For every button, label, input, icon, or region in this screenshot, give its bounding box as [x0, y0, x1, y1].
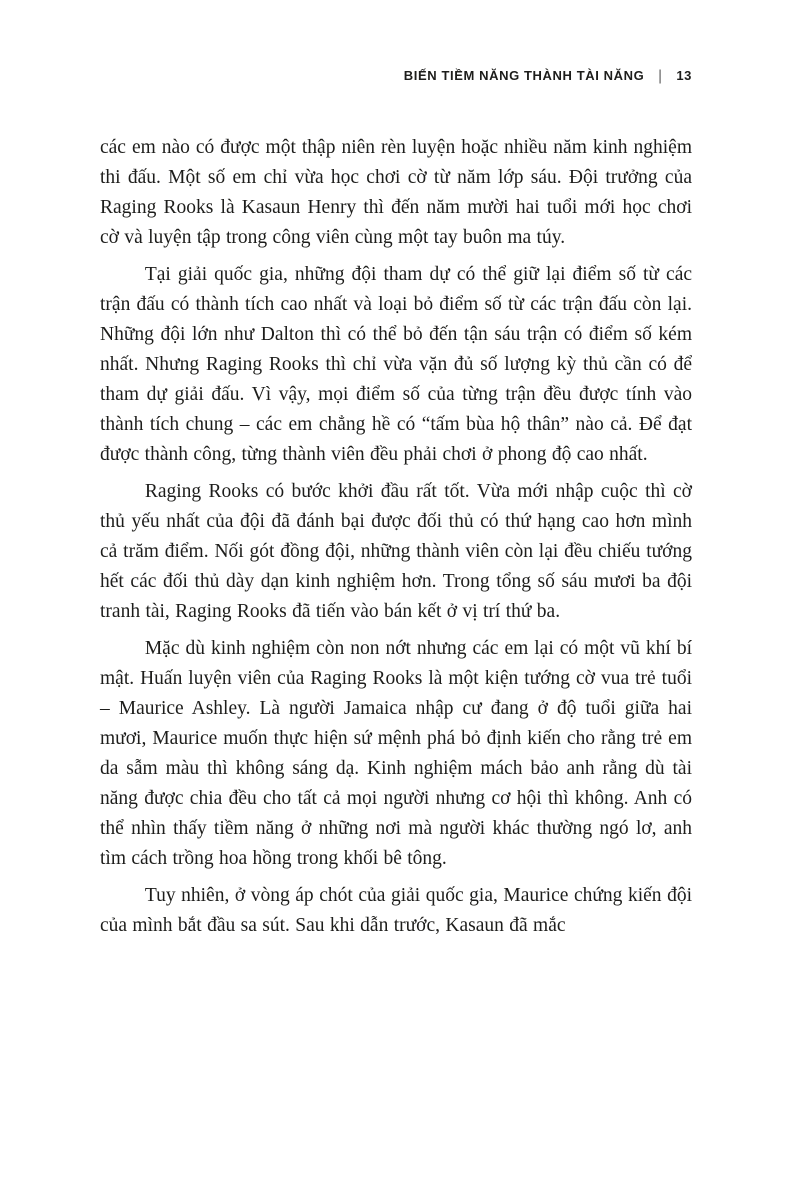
running-header [100, 68, 692, 83]
page-content [100, 133, 692, 941]
paragraph: Mặc dù kinh nghiệm còn non nớt nhưng các em lại có một vũ khí bí mật. Huấn luyện viên của Raging Rooks là một kiện tướng cờ vua trẻ tuổi – Maurice Ashley. Là người Jamaica nhập cư đang ở độ tuổi giữa hai mươi, Maurice muốn thực hiện sứ mệnh phá bỏ định kiến cho rằng trẻ em da sẫm màu thì không sáng dạ. Kinh nghiệm mách bảo anh rằng dù tài năng được chia đều cho tất cả mọi người nhưng cơ hội thì không. Anh có thể nhìn thấy tiềm năng ở những nơi mà người khác thường ngó lơ, anh tìm cách trồng hoa hồng trong khối bê tông. [100, 638, 692, 869]
paragraph: Tại giải quốc gia, những đội tham dự có thể giữ lại điểm số từ các trận đấu có thành tích cao nhất và loại bỏ điểm số từ các trận đấu còn lại. Những đội lớn như Dalton thì có thể bỏ đến tận sáu trận có điểm số kém nhất. Nhưng Raging Rooks thì chỉ vừa vặn đủ số lượng kỳ thủ cần có để tham dự giải đấu. Vì vậy, mọi điểm số của từng trận đều được tính vào thành tích chung – các em chẳng hề có “tấm bùa hộ thân” nào cả. Để đạt được thành công, từng thành viên đều phải chơi ở phong độ cao nhất. [100, 264, 692, 465]
running-header-title: BIẾN TIỀM NĂNG THÀNH TÀI NĂNG [403, 68, 645, 83]
paragraph: Tuy nhiên, ở vòng áp chót của giải quốc gia, Maurice chứng kiến đội của mình bắt đầu sa sút. Sau khi dẫn trước, Kasaun đã mắc [100, 885, 692, 936]
paragraph: các em nào có được một thập niên rèn luyện hoặc nhiều năm kinh nghiệm thi đấu. Một số em chỉ vừa học chơi cờ từ năm lớp sáu. Đội trưởng của Raging Rooks là Kasaun Henry thì đến năm mười hai tuổi mới học chơi cờ và luyện tập trong công viên cùng một tay buôn ma túy. [100, 137, 692, 248]
header-separator: | [658, 67, 663, 84]
page-number: 13 [676, 68, 692, 83]
paragraph: Raging Rooks có bước khởi đầu rất tốt. Vừa mới nhập cuộc thì cờ thủ yếu nhất của đội đã đánh bại được đối thủ có thứ hạng cao hơn mình cả trăm điểm. Nối gót đồng đội, những thành viên còn lại đều chiếu tướng hết các đối thủ dày dạn kinh nghiệm hơn. Trong tổng số sáu mươi ba đội tranh tài, Raging Rooks đã tiến vào bán kết ở vị trí thứ ba. [100, 481, 692, 622]
